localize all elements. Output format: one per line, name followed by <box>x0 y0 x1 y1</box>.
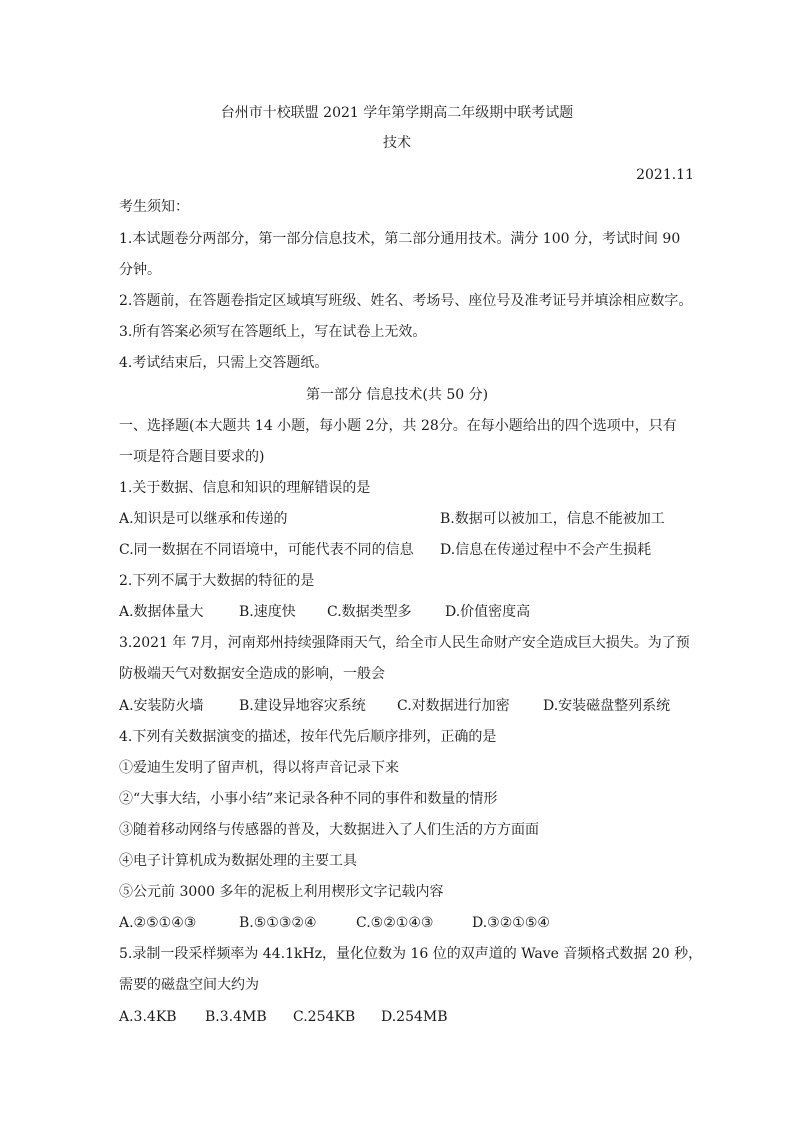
q5-stem: 5.录制一段采样频率为 44.1kHz，量化位数为 16 位的双声道的 Wave 音频格式数据 20 秒， <box>119 946 703 962</box>
q3-option-b: B.建设异地容灾系统 <box>239 698 366 714</box>
exam-date: 2021.11 <box>636 167 694 183</box>
q4-statement-2: ②“大事大结，小事小结”来记录各种不同的事件和数量的情形 <box>119 791 498 807</box>
q4-statement-3: ③随着移动网络与传感器的普及，大数据进入了人们生活的方方面面 <box>119 822 539 838</box>
q4-option-c: C.⑤②①④③ <box>356 915 434 931</box>
q3-stem: 3.2021 年 7月，河南郑州持续强降雨天气，给全市人民生命财产安全造成巨大损失。为了预 <box>119 635 690 651</box>
notice-item-4: 4.考试结束后，只需上交答题纸。 <box>119 355 329 371</box>
q4-statement-5: ⑤公元前 3000 多年的泥板上利用楔形文字记载内容 <box>119 884 444 900</box>
q5-option-c: C.254KB <box>293 1009 356 1025</box>
q2-option-b: B.速度快 <box>239 604 296 620</box>
q4-option-b: B.⑤①③②④ <box>239 915 317 931</box>
q4-statement-4: ④电子计算机成为数据处理的主要工具 <box>119 853 357 869</box>
q2-option-a: A.数据体量大 <box>119 604 204 620</box>
exam-subject: 技术 <box>383 135 411 151</box>
q1-option-d: D.信息在传递过程中不会产生损耗 <box>440 542 652 558</box>
q4-stem: 4.下列有关数据演变的描述，按年代先后顺序排列，正确的是 <box>119 729 497 745</box>
q1-option-c: C.同一数据在不同语境中，可能代表不同的信息 <box>119 542 414 558</box>
q1-stem: 1.关于数据、信息和知识的理解错误的是 <box>119 480 371 496</box>
q5-option-d: D.254MB <box>381 1009 448 1025</box>
q2-option-c: C.数据类型多 <box>327 604 412 620</box>
q3-option-a: A.安装防火墙 <box>119 698 204 714</box>
q3-stem-cont: 防极端天气对数据安全造成的影响，一般会 <box>119 666 385 682</box>
q2-option-d: D.价值密度高 <box>445 604 531 620</box>
q5-stem-cont: 需要的磁盘空间大约为 <box>119 977 259 993</box>
notice-item-2: 2.答题前，在答题卷指定区域填写班级、姓名、考场号、座位号及准考证号并填涂相应数字。 <box>119 293 693 309</box>
q5-option-a: A.3.4KB <box>119 1009 177 1025</box>
notice-item-1: 1.本试题卷分两部分，第一部分信息技术，第二部分通用技术。满分 100 分，考试时间 90 <box>119 231 681 247</box>
q3-option-d: D.安装磁盘整列系统 <box>543 698 671 714</box>
q4-option-a: A.②⑤①④③ <box>119 915 197 931</box>
q1-option-a: A.知识是可以继承和传递的 <box>119 511 288 527</box>
notice-item-1-cont: 分钟。 <box>119 262 161 278</box>
notice-item-3: 3.所有答案必须写在答题纸上，写在试卷上无效。 <box>119 324 427 340</box>
part1-title: 第一部分 信息技术(共 50 分) <box>305 387 489 403</box>
section-instructions-cont: 一项是符合题目要求的) <box>119 449 265 465</box>
exam-title: 台州市十校联盟 2021 学年第学期高二年级期中联考试题 <box>220 105 574 121</box>
q4-statement-1: ①爱迪生发明了留声机，得以将声音记录下来 <box>119 760 399 776</box>
q2-stem: 2.下列不属于大数据的特征的是 <box>119 573 315 589</box>
q5-option-b: B.3.4MB <box>205 1009 267 1025</box>
notice-heading: 考生须知： <box>119 199 189 215</box>
q4-option-d: D.③②①⑤④ <box>472 915 550 931</box>
q1-option-b: B.数据可以被加工，信息不能被加工 <box>440 511 665 527</box>
q3-option-c: C.对数据进行加密 <box>397 698 510 714</box>
section-instructions: 一、选择题(本大题共 14 小题，每小题 2分，共 28分。在每小题给出的四个选项中，只有 <box>119 418 677 434</box>
